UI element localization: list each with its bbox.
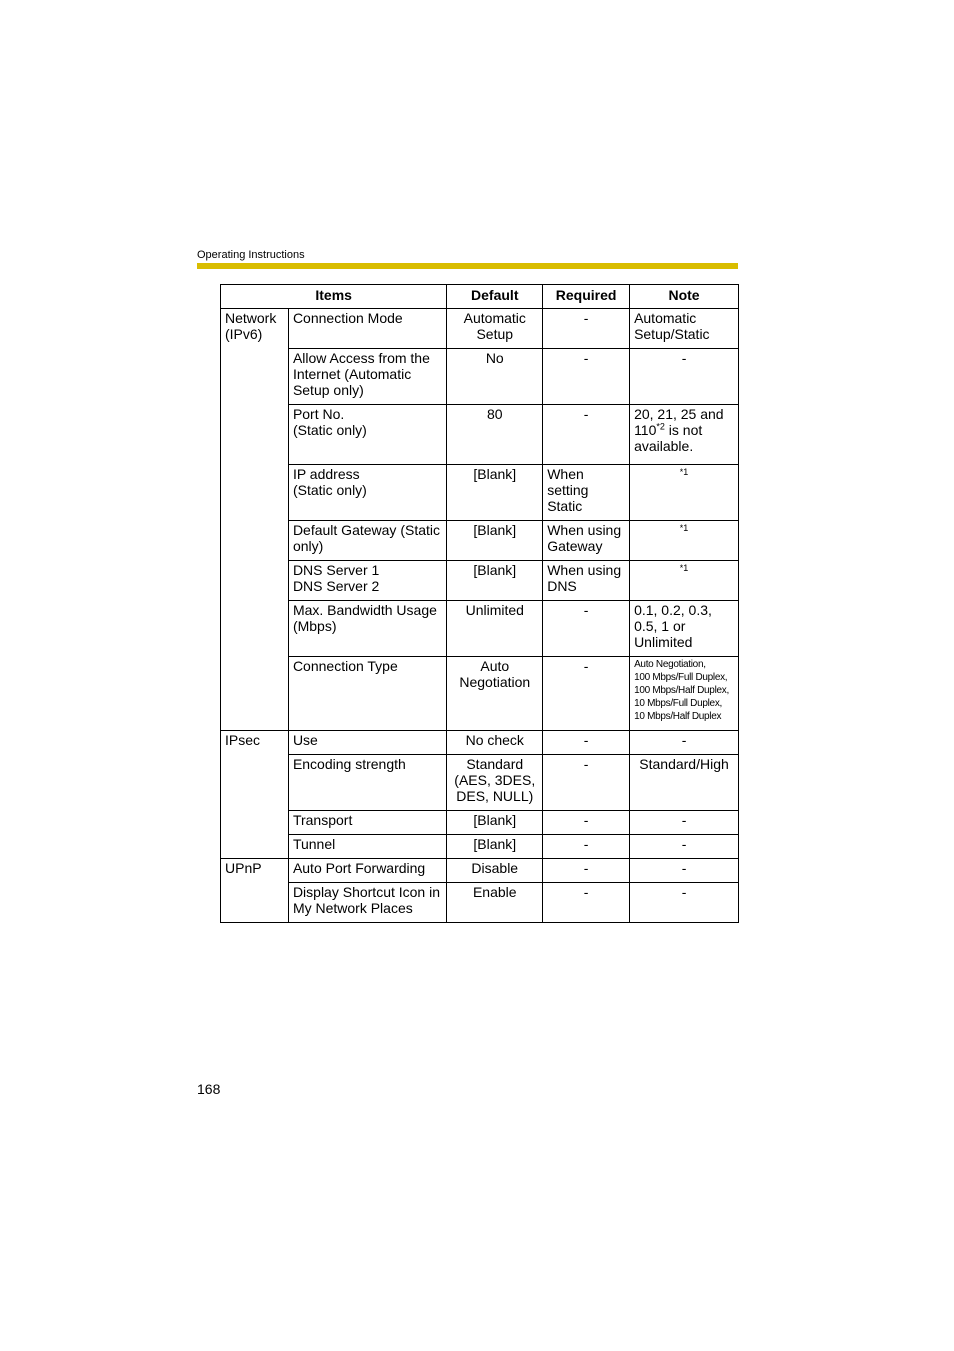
header-rule — [197, 263, 738, 269]
settings-table — [220, 284, 739, 923]
default-cell: Unlimited — [447, 601, 543, 657]
note-cell: - — [630, 859, 739, 883]
default-cell: [Blank] — [447, 835, 543, 859]
note-cell: 0.1, 0.2, 0.3, 0.5, 1 or Unlimited — [630, 601, 739, 657]
required-cell: - — [543, 349, 630, 405]
item-line: (Static only) — [292, 482, 367, 498]
required-cell: - — [543, 811, 630, 835]
required-cell: When using Gateway — [543, 521, 630, 561]
default-cell: Enable — [447, 883, 543, 923]
group-upnp: UPnP — [221, 859, 289, 923]
footnote-ref: *2 — [656, 421, 665, 432]
note-cell: - — [630, 349, 739, 405]
default-cell: [Blank] — [447, 465, 543, 521]
default-cell: No — [447, 349, 543, 405]
default-cell: Auto Negotiation — [447, 657, 543, 731]
note-cell: Automatic Setup/Static — [630, 309, 739, 349]
item-cell: Tunnel — [288, 835, 446, 859]
note-cell: *1 — [630, 465, 739, 521]
note-cell — [630, 657, 739, 731]
page-number: 168 — [197, 1081, 221, 1097]
item-cell — [288, 465, 446, 521]
item-cell: Allow Access from the Internet (Automatic Setup only) — [288, 349, 446, 405]
item-cell: Connection Mode — [288, 309, 446, 349]
item-cell: Use — [288, 731, 446, 755]
table-row — [221, 561, 739, 601]
default-cell: No check — [447, 731, 543, 755]
item-line: DNS Server 2 — [292, 578, 380, 594]
col-header-note: Note — [630, 285, 739, 309]
item-cell: Auto Port Forwarding — [288, 859, 446, 883]
required-cell: - — [543, 405, 630, 465]
col-header-required: Required — [543, 285, 630, 309]
table-row — [221, 349, 739, 405]
required-cell: - — [543, 731, 630, 755]
required-cell: - — [543, 883, 630, 923]
running-header: Operating Instructions — [197, 249, 305, 261]
note-cell: - — [630, 883, 739, 923]
group-ipsec: IPsec — [221, 731, 289, 859]
table-row — [221, 465, 739, 521]
note-text: is not available. — [634, 422, 703, 454]
note-cell: Standard/High — [630, 755, 739, 811]
col-header-items: Items — [221, 285, 447, 309]
note-text: 20, 21, 25 and 110 — [634, 406, 724, 438]
table-row — [221, 731, 739, 755]
default-cell: Automatic Setup — [447, 309, 543, 349]
table-header-row — [221, 285, 739, 309]
item-cell: Transport — [288, 811, 446, 835]
item-cell: Max. Bandwidth Usage (Mbps) — [288, 601, 446, 657]
item-cell — [288, 561, 446, 601]
note-line: 100 Mbps/Half Duplex, — [634, 685, 729, 696]
item-cell: Display Shortcut Icon in My Network Places — [288, 883, 446, 923]
note-cell: - — [630, 835, 739, 859]
required-cell: - — [543, 755, 630, 811]
table-row — [221, 657, 739, 731]
note-cell — [630, 405, 739, 465]
required-cell: - — [543, 601, 630, 657]
item-cell: Default Gateway (Static only) — [288, 521, 446, 561]
table-row — [221, 859, 739, 883]
required-cell: When using DNS — [543, 561, 630, 601]
required-cell: - — [543, 835, 630, 859]
required-cell: - — [543, 309, 630, 349]
table-row — [221, 835, 739, 859]
table-row — [221, 755, 739, 811]
table-row — [221, 309, 739, 349]
item-line: (Static only) — [292, 422, 367, 438]
note-line: 100 Mbps/Full Duplex, — [634, 672, 728, 683]
default-cell: Disable — [447, 859, 543, 883]
item-line: DNS Server 1 — [292, 562, 380, 578]
table-row — [221, 405, 739, 465]
note-cell: - — [630, 811, 739, 835]
default-cell: [Blank] — [447, 811, 543, 835]
default-cell: 80 — [447, 405, 543, 465]
note-line: 10 Mbps/Full Duplex, — [634, 698, 722, 709]
group-network-ipv6: Network (IPv6) — [221, 309, 289, 731]
table-row — [221, 601, 739, 657]
item-line: Port No. — [292, 406, 345, 422]
item-line: IP address — [292, 466, 360, 482]
item-cell — [288, 405, 446, 465]
col-header-default: Default — [447, 285, 543, 309]
required-cell: - — [543, 657, 630, 731]
table-row — [221, 883, 739, 923]
note-cell: - — [630, 731, 739, 755]
default-cell: [Blank] — [447, 521, 543, 561]
item-cell: Connection Type — [288, 657, 446, 731]
note-cell: *1 — [630, 561, 739, 601]
required-cell: When setting Static — [543, 465, 630, 521]
default-cell: [Blank] — [447, 561, 543, 601]
note-cell: *1 — [630, 521, 739, 561]
table-row — [221, 521, 739, 561]
required-cell: - — [543, 859, 630, 883]
note-line: 10 Mbps/Half Duplex — [634, 711, 722, 722]
note-line: Auto Negotiation, — [634, 659, 706, 670]
table-row — [221, 811, 739, 835]
default-cell: Standard (AES, 3DES, DES, NULL) — [447, 755, 543, 811]
item-cell: Encoding strength — [288, 755, 446, 811]
